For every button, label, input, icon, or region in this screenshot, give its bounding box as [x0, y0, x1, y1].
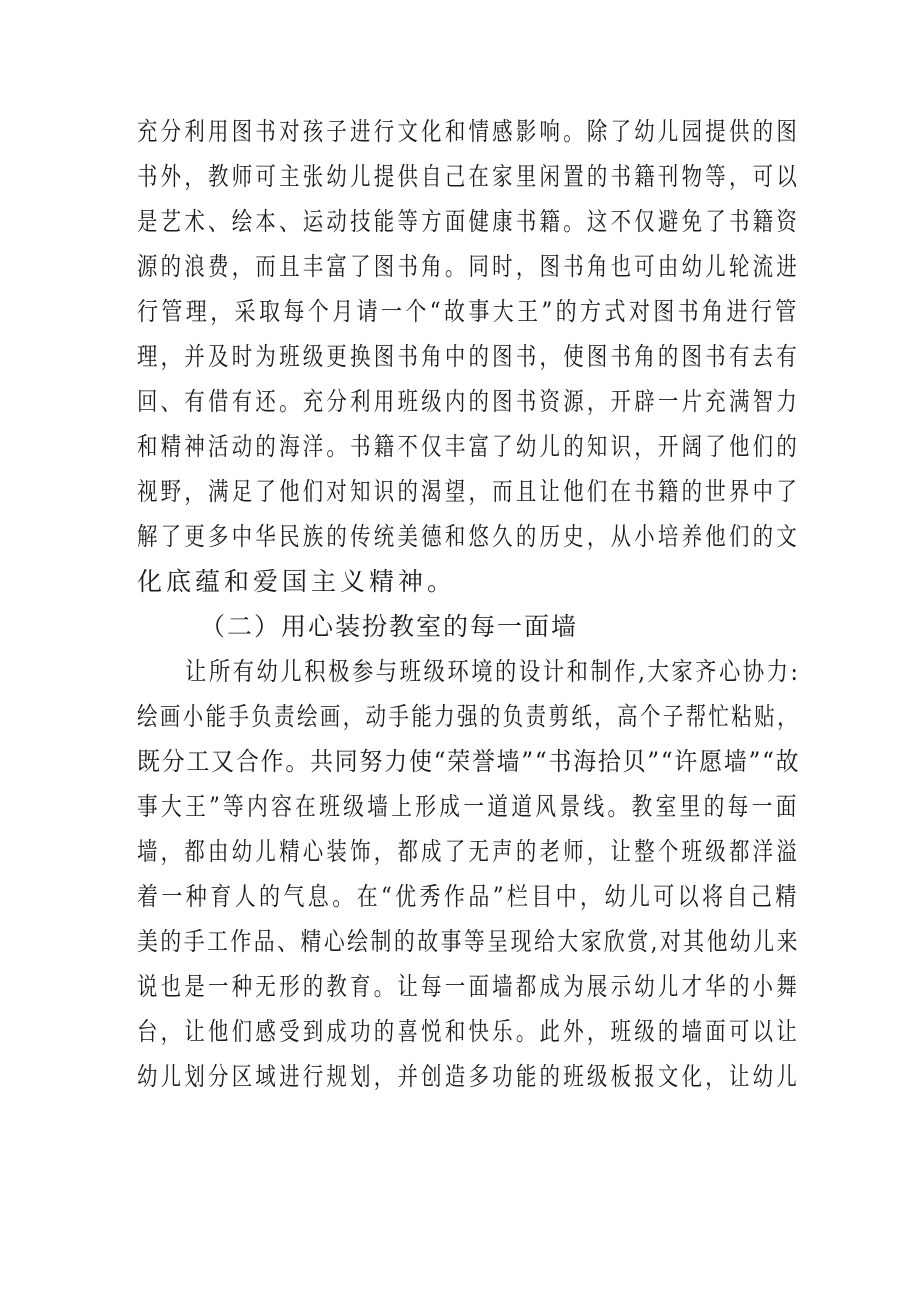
paragraph-2-line: 幼儿划分区域进行规划，并创造多功能的班级板报文化，让幼儿: [137, 1062, 801, 1091]
paragraph-1-line: 是艺术、绘本、运动技能等方面健康书籍。这不仅避免了书籍资: [137, 207, 801, 236]
paragraph-1-line: 视野，满足了他们对知识的渴望，而且让他们在书籍的世界中了: [137, 477, 801, 506]
paragraph-2-line: 着一种育人的气息。在“优秀作品”栏目中，幼儿可以将自己精: [137, 882, 800, 911]
paragraph-2-line: 事大王”等内容在班级墙上形成一道道风景线。教室里的每一面: [137, 792, 800, 821]
paragraph-1-line: 书外，教师可主张幼儿提供自己在家里闲置的书籍刊物等，可以: [137, 162, 801, 191]
paragraph-2-line: 既分工又合作。共同努力使“荣誉墙”“书海拾贝”“许愿墙”“故: [137, 747, 801, 776]
paragraph-2-line: 台，让他们感受到成功的喜悦和快乐。此外，班级的墙面可以让: [137, 1017, 801, 1046]
paragraph-1-line: 源的浪费，而且丰富了图书角。同时，图书角也可由幼儿轮流进: [137, 252, 801, 281]
section-heading: （二）用心装扮教室的每一面墙: [200, 612, 579, 641]
paragraph-2-line: 墙，都由幼儿精心装饰，都成了无声的老师，让整个班级都洋溢: [137, 837, 801, 866]
paragraph-1-line: 行管理，采取每个月请一个“故事大王”的方式对图书角进行管: [137, 297, 800, 326]
paragraph-1-line: 充分利用图书对孩子进行文化和情感影响。除了幼儿园提供的图: [137, 117, 801, 146]
paragraph-1-line: 解了更多中华民族的传统美德和悠久的历史，从小培养他们的文: [137, 522, 801, 551]
paragraph-2-line: 美的手工作品、精心绘制的故事等呈现给大家欣赏,对其他幼儿来: [137, 927, 800, 956]
paragraph-1-line: 理，并及时为班级更换图书角中的图书，使图书角的图书有去有: [137, 342, 801, 371]
paragraph-1-line: 化底蕴和爱国主义精神。: [137, 567, 457, 596]
paragraph-2-line: 说也是一种无形的教育。让每一面墙都成为展示幼儿才华的小舞: [137, 972, 801, 1001]
paragraph-2-line: 让所有幼儿积极参与班级环境的设计和制作,大家齐心协力:: [185, 657, 801, 686]
paragraph-1-line: 回、有借有还。充分利用班级内的图书资源，开辟一片充满智力: [137, 387, 801, 416]
paragraph-1-line: 和精神活动的海洋。书籍不仅丰富了幼儿的知识，开阔了他们的: [137, 432, 801, 461]
paragraph-2-line: 绘画小能手负责绘画，动手能力强的负责剪纸，高个子帮忙粘贴，: [137, 702, 801, 731]
